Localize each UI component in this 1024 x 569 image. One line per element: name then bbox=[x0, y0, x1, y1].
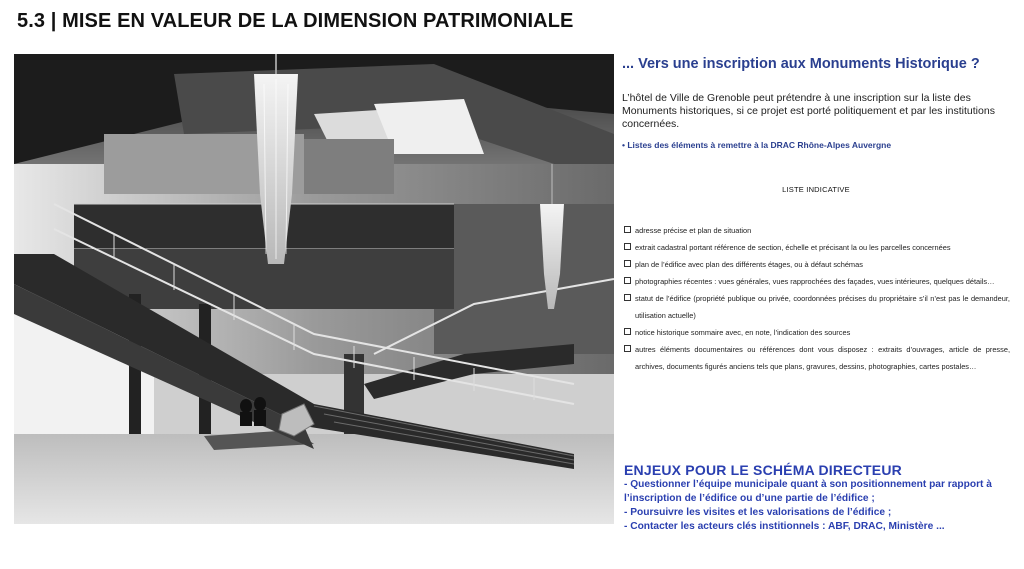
checkbox-icon bbox=[624, 226, 631, 233]
checklist-item bbox=[622, 290, 1010, 324]
checklist-item-text: plan de l’édifice avec plan des différents étages, ou à défaut schémas bbox=[635, 260, 863, 269]
intro-paragraph: L’hôtel de Ville de Grenoble peut prétendre à une inscription sur la liste des Monuments historiques, si ce projet est porté politiquement et par les institutions concernées. bbox=[622, 92, 995, 130]
heritage-panel bbox=[622, 56, 1010, 375]
checklist-item bbox=[622, 256, 1010, 273]
checklist-item bbox=[622, 222, 1010, 239]
checkbox-icon bbox=[624, 328, 631, 335]
heritage-subtitle: ... Vers une inscription aux Monuments Historique ? bbox=[622, 56, 980, 72]
checkbox-icon bbox=[624, 294, 631, 301]
checkbox-icon bbox=[624, 277, 631, 284]
checkbox-icon bbox=[624, 243, 631, 250]
enjeux-line: - Contacter les acteurs clés institionnels : ABF, DRAC, Ministère ... bbox=[624, 521, 945, 532]
enjeux-line: - Questionner l’équipe municipale quant à son positionnement par rapport à l’inscription de l’édifice ou d’une partie de l’édifice ; bbox=[624, 479, 992, 504]
checklist-item-text: statut de l’édifice (propriété publique ou privée, coordonnées précises du propriétaire s’il n’est pas le demandeur, utilisation actuelle) bbox=[635, 294, 1010, 320]
checkbox-icon bbox=[624, 260, 631, 267]
hall-photo bbox=[14, 54, 614, 524]
list-heading: LISTE INDICATIVE bbox=[782, 185, 850, 194]
checklist bbox=[622, 222, 1010, 375]
checkbox-icon bbox=[624, 345, 631, 352]
checklist-item bbox=[622, 239, 1010, 256]
enjeux-section bbox=[624, 462, 1016, 534]
checklist-item-text: autres éléments documentaires ou références dont vous disposez : extraits d’ouvrages, article de presse, archives, documents figurés anciens tels que plans, gravures, dessins, photographies, cartes postales… bbox=[635, 345, 1010, 371]
checklist-item bbox=[622, 341, 1010, 375]
page-title: 5.3 | MISE EN VALEUR DE LA DIMENSION PATRIMONIALE bbox=[17, 10, 574, 32]
checklist-item-text: notice historique sommaire avec, en note, l’indication des sources bbox=[635, 328, 851, 337]
checklist-item-text: extrait cadastral portant référence de section, échelle et précisant la ou les parcelles concernées bbox=[635, 243, 951, 252]
checklist-item-text: photographies récentes : vues générales, vues rapprochées des façades, vues intérieures, quelques détails… bbox=[635, 277, 995, 286]
enjeux-line: - Poursuivre les visites et les valorisations de l’édifice ; bbox=[624, 507, 892, 518]
checklist-item bbox=[622, 324, 1010, 341]
hall-photo-drawing bbox=[14, 54, 614, 524]
checklist-item-text: adresse précise et plan de situation bbox=[635, 226, 752, 235]
drac-list-link: • Listes des éléments à remettre à la DRAC Rhône-Alpes Auvergne bbox=[622, 140, 892, 150]
checklist-item bbox=[622, 273, 1010, 290]
enjeux-title: ENJEUX POUR LE SCHÉMA DIRECTEUR bbox=[624, 462, 902, 478]
